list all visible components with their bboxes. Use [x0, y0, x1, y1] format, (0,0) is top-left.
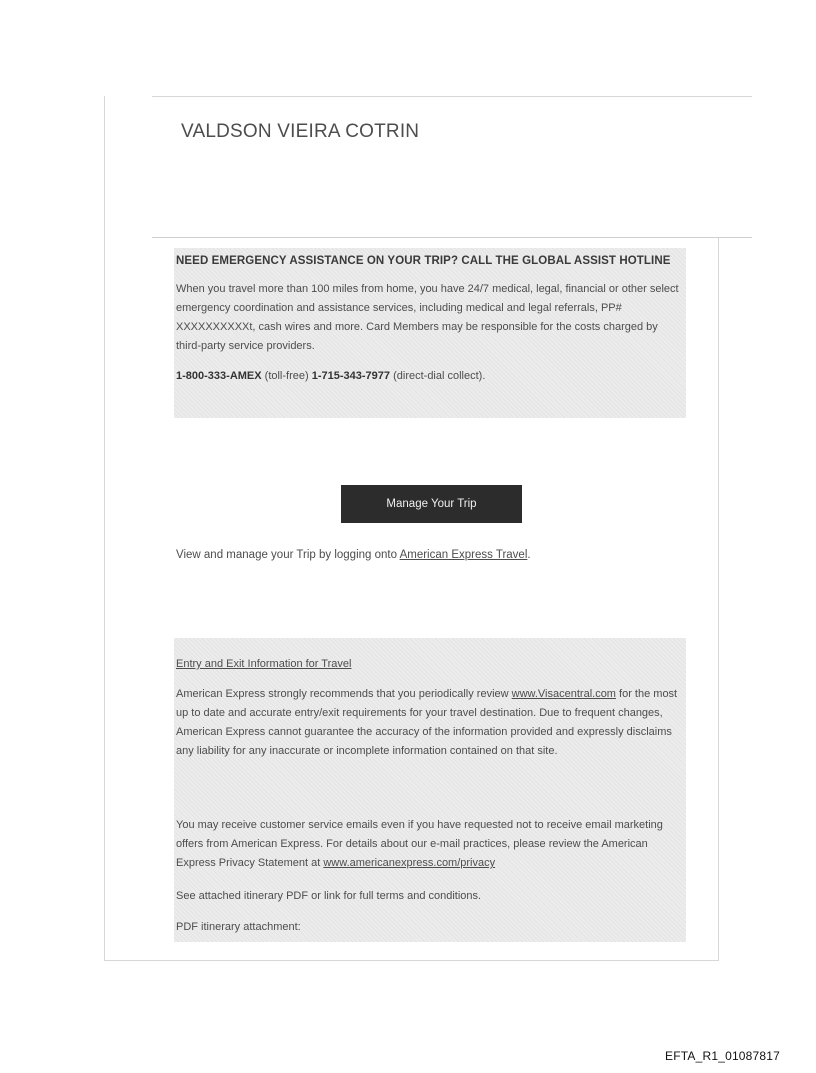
- collect-label: (direct-dial collect).: [393, 370, 486, 382]
- collect-number: 1-715-343-7977: [311, 370, 391, 382]
- emergency-phones: [174, 367, 686, 386]
- tollfree-label: (toll-free): [264, 370, 309, 382]
- manage-text-after: .: [527, 549, 531, 561]
- visacentral-link[interactable]: www.Visacentral.com: [511, 688, 616, 700]
- entry-exit-info-box: [174, 638, 686, 942]
- content-frame-bottom: [104, 960, 719, 961]
- terms-text: See attached itinerary PDF or link for full terms and conditions.: [176, 890, 482, 902]
- pdf-itinerary-label: PDF itinerary attachment:: [176, 921, 301, 933]
- emergency-heading: NEED EMERGENCY ASSISTANCE ON YOUR TRIP? CALL THE GLOBAL ASSIST HOTLINE: [176, 255, 671, 267]
- manage-text-before: View and manage your Trip by logging onto: [176, 549, 400, 561]
- manage-your-trip-button[interactable]: Manage Your Trip: [341, 485, 522, 523]
- emergency-assistance-box: [174, 248, 686, 418]
- content-frame-right: [718, 238, 719, 960]
- american-express-travel-link[interactable]: American Express Travel: [399, 549, 528, 561]
- header-divider: [152, 237, 752, 238]
- document-id: EFTA_R1_01087817: [665, 1049, 781, 1063]
- email-practices-text: [174, 816, 688, 873]
- emails-text-before: You may receive customer service emails even if you have requested not to receive email marketing offers from American Express. For details about our e-mail practices, please review the American Express Privacy Statement at: [176, 819, 663, 869]
- entry-recommendation: [174, 685, 688, 761]
- rec-text-after: for the most up to date and accurate entry/exit requirements for your travel destination. Due to frequent changes, American Express cannot guarantee the accuracy of the information provided and expressly disclaims any liability for any inaccurate or incomplete information contained on that site.: [176, 688, 678, 757]
- tollfree-number: 1-800-333-AMEX: [176, 370, 262, 382]
- rec-text-before: American Express strongly recommends that you periodically review: [176, 688, 512, 700]
- entry-exit-info-link[interactable]: Entry and Exit Information for Travel: [176, 658, 352, 670]
- top-divider: [152, 96, 752, 97]
- manage-trip-text: [176, 549, 531, 561]
- header-frame-left: [104, 96, 105, 238]
- entry-heading: [174, 655, 360, 674]
- emergency-body: When you travel more than 100 miles from home, you have 24/7 medical, legal, financial or other select emergency coordination and assistance services, including medical and legal referrals, PP# XXXXXXXXXXt, cash wires and more. Card Members may be responsible for the costs charged by third-party service providers.: [176, 283, 679, 352]
- recipient-name: VALDSON VIEIRA COTRIN: [181, 121, 420, 142]
- content-frame-left: [104, 238, 105, 960]
- privacy-statement-link[interactable]: www.americanexpress.com/privacy: [323, 857, 496, 869]
